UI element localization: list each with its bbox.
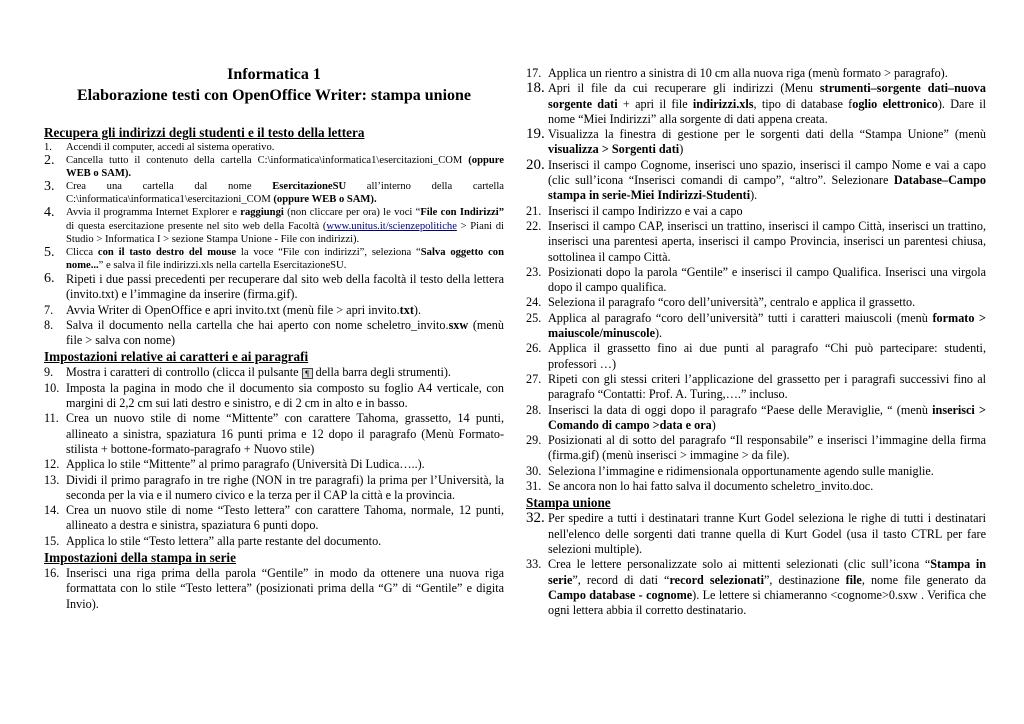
facolta-website-link[interactable]: www.unitus.it/scienzepolitiche — [326, 220, 457, 232]
list-item: 32. Per spedire a tutti i destinatari tranne Kurt Godel seleziona le righe di tutti i destinatari nell'elenco delle sorgenti dati tranne quella di Kurt Godel (usa il tasto CTRL per fare selezioni multiple). — [526, 510, 986, 556]
list-item: 4. Avvia il programma Internet Explorer e raggiungi (non cliccare per ora) le voci “File con Indirizzi” di questa esercitazione presente nel sito web della Facoltà (www.unitus.it/scienzepolitiche > Piani di Studio > Informatica I > sezione Stampa Unione - File con indirizzi). — [44, 205, 504, 245]
section-heading-recupera: Recupera gli indirizzi degli studenti e il testo della lettera — [44, 125, 365, 140]
list-item: 18. Apri il file da cui recuperare gli indirizzi (Menu strumenti–sorgente dati–nuova sorgente dati + apri il file indirizzi.xls, tipo di database foglio elettronico). Dare il nome “Miei Indirizzi” alla sorgente di dati appena creata. — [526, 80, 986, 126]
list-item: 7. Avvia Writer di OpenOffice e apri invito.txt (menù file > apri invito.txt). — [44, 302, 421, 317]
list-item: 25. Applica al paragrafo “coro dell’università” tutti i caratteri maiuscoli (menù formato > maiuscole/minuscole). — [526, 310, 986, 341]
document-title — [44, 64, 504, 106]
list-item: 14. Crea un nuovo stile di nome “Testo lettera” con carattere Tahoma, normale, 12 punti, allineato a destra e sinistra, spaziatura 6 punti dopo. — [44, 503, 504, 533]
list-item: 9. Mostra i caratteri di controllo (clicca il pulsante ¶ della barra degli strumenti). — [44, 365, 451, 380]
left-column — [44, 124, 504, 612]
list-item: 31. Se ancora non lo hai fatto salva il documento scheletro_invito.doc. — [526, 479, 874, 494]
list-item: 3. Crea una cartella dal nome EsercitazioneSU all’interno della cartella C:\informatica\informatica1\esercitazioni_COM (oppure WEB o SAM). — [44, 179, 504, 206]
list-item: 26. Applica il grassetto fino ai due punti al paragrafo “Chi può partecipare: studenti, professori …) — [526, 341, 986, 371]
list-item: 5. Clicca con il tasto destro del mouse la voce “File con indirizzi”, seleziona “Salva oggetto con nome...” e salva il file indirizzi.xls nella cartella EsercitazioneSU. — [44, 244, 504, 271]
list-item: 28. Inserisci la data di oggi dopo il paragrafo “Paese delle Meraviglie, “ (menù inserisci > Comando di campo >data e ora) — [526, 402, 986, 432]
list-item: 1. Accendi il computer, accedi al sistema operativo. — [44, 142, 275, 153]
list-item: 6. Ripeti i due passi precedenti per recuperare dal sito web della facoltà il testo della lettera (invito.txt) e l’immagine da inserire (firma.gif). — [44, 270, 504, 302]
list-item: 12. Applica lo stile “Mittente” al primo paragrafo (Università Di Ludica…..). — [44, 457, 425, 472]
right-column — [526, 66, 986, 618]
list-item: 8. Salva il documento nella cartella che hai aperto con nome scheletro_invito.sxw (menù file > salva con nome) — [44, 317, 504, 348]
list-item: 11. Crea un nuovo stile di nome “Mittente” con carattere Tahoma, grassetto, 14 punti, allineato a sinistra, spaziatura 16 punti prima e 12 dopo il paragrafo (Menù Formato-stilista + bottone-formato-paragrafo + Nuovo stile) — [44, 411, 504, 456]
list-item: 15. Applica lo stile “Testo lettera” alla parte restante del documento. — [44, 533, 382, 548]
list-item: 16. Inserisci una riga prima della parola “Gentile” in modo da ottenere una nuova riga formattata con lo stile “Testo lettera” (posizionati prima della “G” di “Gentile” e digita Invio). — [44, 565, 504, 611]
list-item: 27. Ripeti con gli stessi criteri l’applicazione del grassetto per i paragrafi successivi fino al paragrafo “Contatti: Prof. A. Turing,….” incluso. — [526, 371, 986, 402]
list-item: 22. Inserisci il campo CAP, inserisci un trattino, inserisci il campo Città, inserisci un trattino, inserisci una parentesi aperta, inserisci il campo Provincia, inserisci un parentesi chiusa, sottolinea il campo Città. — [526, 218, 986, 264]
title-line-1: Informatica 1 — [227, 66, 321, 83]
list-item: 2. Cancella tutto il contenuto della cartella C:\informatica\informatica1\esercitazioni_COM (oppure WEB o SAM). — [44, 153, 504, 180]
formatting-marks-icon: ¶ — [302, 368, 313, 379]
list-item: 20. Inserisci il campo Cognome, inserisci uno spazio, inserisci il campo Nome e vai a capo (clic sull’icona “Inserisci comandi di campo”, “altro”. Selezionare Database–Campo stampa in serie-Miei Indirizzi-Studenti). — [526, 156, 986, 203]
list-item: 23. Posizionati dopo la parola “Gentile” e inserisci il campo Qualifica. Inserisci una virgola dopo il campo qualifica. — [526, 264, 986, 295]
list-item: 13. Dividi il primo paragrafo in tre righe (NON in tre paragrafi) la prima per l’Università, la seconda per la via e il numero civico e la terza per il CAP la città e la provincia. — [44, 472, 504, 502]
list-item: 33. Crea le lettere personalizzate solo ai mittenti selezionati (clic sull’icona “Stampa in serie”, record di dati “record selezionati”, destinazione file, nome file generato da Campo database - cognome). Le lettere si chiameranno <cognome>0.sxw . Verifica che ogni lettera abbia il corretto destinatario. — [526, 557, 987, 618]
title-line-2: Elaborazione testi con OpenOffice Writer: stampa unione — [76, 87, 472, 104]
list-item: 17. Applica un rientro a sinistra di 10 cm alla nuova riga (menù formato > paragrafo). — [526, 66, 948, 80]
section-heading-stampa-serie: Impostazioni della stampa in serie — [44, 549, 236, 565]
list-item: 19. Visualizza la finestra di gestione per le sorgenti dati della “Stampa Unione” (menù visualizza > Sorgenti dati) — [526, 126, 986, 157]
list-item: 29. Posizionati al di sotto del paragrafo “Il responsabile” e inserisci l’immagine della firma (firma.gif) (menù inserisci > immagine > da file). — [526, 433, 986, 463]
list-item: 10. Imposta la pagina in modo che il documento sia composto su foglio A4 verticale, con margini di 2,2 cm sui lati destro e sinistro, e di 2 cm in alto e in basso. — [44, 380, 504, 411]
list-item: 24. Seleziona il paragrafo “coro dell’università”, centralo e applica il grassetto. — [526, 295, 916, 310]
section-heading-stampa-unione: Stampa unione — [526, 495, 611, 511]
list-item: 30. Seleziona l’immagine e ridimensionala opportunamente agendo sulle maniglie. — [526, 463, 934, 478]
list-item: 21. Inserisci il campo Indirizzo e vai a capo — [526, 203, 743, 218]
section-heading-caratteri: Impostazioni relative ai caratteri e ai paragrafi — [44, 349, 309, 365]
